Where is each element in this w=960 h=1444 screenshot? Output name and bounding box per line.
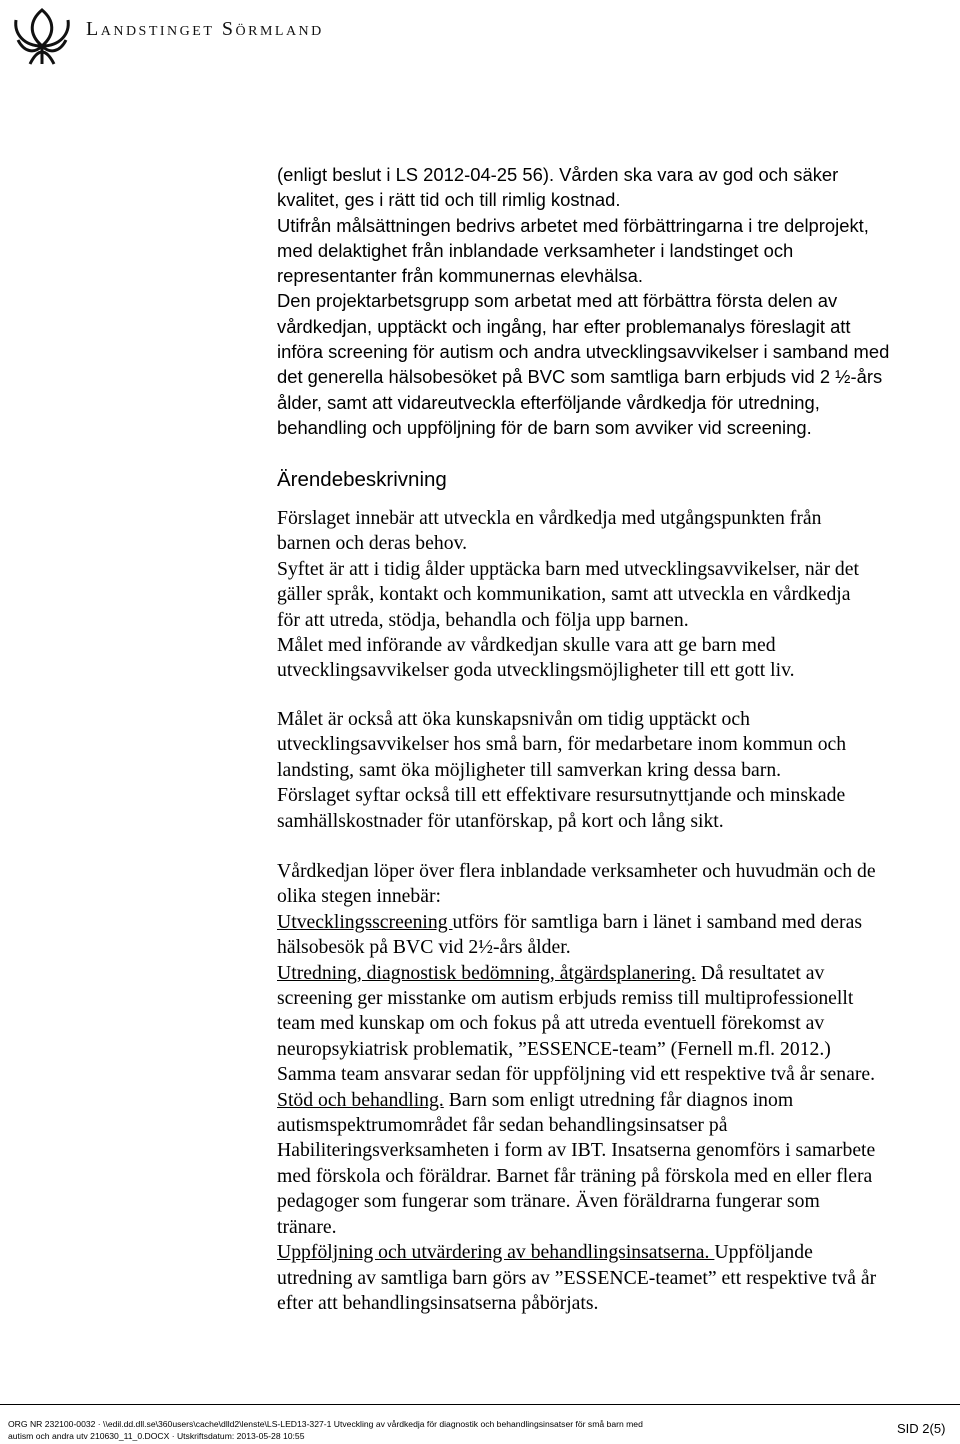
- intro-line: med delaktighet från inblandade verksamheter i landstinget och: [277, 239, 794, 261]
- text-line: efter att behandlingsinsatserna påbörjats.: [277, 1291, 599, 1314]
- text-line: hälsobesök på BVC vid 2½-års ålder.: [277, 936, 571, 959]
- page-number: SID 2(5): [897, 1421, 946, 1436]
- text-line: Målet med införande av vårdkedjan skulle vara att ge barn med: [277, 634, 776, 657]
- intro-text: [277, 162, 957, 440]
- intro-line: Den projektarbetsgrupp som arbetat med att förbättra första delen av: [277, 290, 838, 312]
- step-stod: [277, 1088, 957, 1113]
- text-line: barnen och deras behov.: [277, 532, 468, 555]
- intro-line: ålder, samt att vidareutveckla efterföljande vårdkedja för utredning,: [277, 391, 820, 413]
- step-title-uppfoljning: Uppföljning och utvärdering av behandlingsinsatserna.: [277, 1241, 715, 1264]
- text-line: Habiliteringsverksamheten i form av IBT. Insatserna genomförs i samarbete: [277, 1139, 876, 1162]
- step-text: Barn som enligt utredning får diagnos inom: [443, 1088, 794, 1111]
- text-line: screening ger misstanke om autism erbjuds remiss till multiprofessionellt: [277, 987, 854, 1010]
- text-line: samhällskostnader för utanförskap, på kort och lång sikt.: [277, 809, 724, 832]
- text-line: Förslaget innebär att utveckla en vårdkedja med utgångspunkten från: [277, 507, 822, 529]
- text-line: autismspektrumområdet får sedan behandlingsinsatser på: [277, 1114, 728, 1137]
- step-uppfoljning: [277, 1240, 957, 1265]
- text-line: Samma team ansvarar sedan för uppföljning vid ett respektive två år senare.: [277, 1063, 876, 1086]
- intro-line: kvalitet, ges i rätt tid och till rimlig kostnad.: [277, 189, 621, 211]
- text-line: neuropsykiatrisk problematik, ”ESSENCE-team” (Fernell m.fl. 2012.): [277, 1037, 831, 1060]
- step-screening: [277, 910, 957, 935]
- footer-line-2: autism och andra utv 210630_11_0.DOCX · Utskriftsdatum: 2013-05-28 10:55: [8, 1431, 305, 1441]
- step-title-utredning: Utredning, diagnostisk bedömning, åtgärdsplanering.: [277, 961, 696, 984]
- intro-line: Utifrån målsättningen bedrivs arbetet med förbättringarna i tre delprojekt,: [277, 214, 869, 236]
- text-line: landsting, samt öka möjligheter till samverkan kring dessa barn.: [277, 758, 782, 781]
- text-line: Förslaget syftar också till ett effektivare resursutnyttjande och minskade: [277, 784, 846, 807]
- step-text: utförs för samtliga barn i länet i samband med deras: [452, 910, 862, 933]
- footer-divider: [0, 1404, 960, 1405]
- text-line: utvecklingsavvikelser hos små barn, för medarbetare inom kommun och: [277, 733, 847, 756]
- text-line: Målet är också att öka kunskapsnivån om tidig upptäckt och: [277, 708, 750, 730]
- step-utredning: [277, 961, 957, 986]
- step-title-screening: Utvecklingsscreening: [277, 910, 453, 933]
- section-heading: Ärendebeskrivning: [277, 468, 447, 491]
- footer-metadata: [8, 1418, 768, 1442]
- text-line: Vårdkedjan löper över flera inblandade verksamheter och huvudmän och de: [277, 860, 876, 882]
- intro-line: behandling och uppföljning för de barn som avviker vid screening.: [277, 416, 812, 438]
- landstinget-logo-icon: [10, 6, 74, 66]
- intro-line: vårdkedjan, upptäckt och ingång, har efter problemanalys föreslagit att: [277, 315, 851, 337]
- step-text: Då resultatet av: [695, 961, 825, 984]
- text-line: för att utreda, stödja, behandla och följa upp barnen.: [277, 608, 689, 631]
- description-block-2: [277, 707, 957, 834]
- text-line: team med kunskap om och fokus på att utreda eventuell förekomst av: [277, 1012, 825, 1035]
- step-title-stod: Stöd och behandling.: [277, 1088, 444, 1111]
- text-line: olika stegen innebär:: [277, 885, 442, 908]
- text-line: utvecklingsavvikelser goda utvecklingsmöjligheter till ett gott liv.: [277, 659, 795, 682]
- text-line: Syftet är att i tidig ålder upptäcka barn med utvecklingsavvikelser, när det: [277, 557, 859, 580]
- text-line: med förskola och föräldrar. Barnet får träning på förskola med en eller flera: [277, 1164, 873, 1187]
- intro-line: införa screening för autism och andra utvecklingsavvikelser i samband med: [277, 341, 890, 363]
- care-chain-steps: [277, 859, 957, 1316]
- description-block-1: [277, 506, 957, 684]
- organization-name: Landstinget Sörmland: [86, 18, 324, 40]
- text-line: pedagoger som fungerar som tränare. Även föräldrarna fungerar som: [277, 1190, 820, 1213]
- text-line: tränare.: [277, 1215, 337, 1238]
- intro-line: (enligt beslut i LS 2012-04-25 56). Vården ska vara av god och säker: [277, 164, 839, 185]
- intro-line: det generella hälsobesöket på BVC som samtliga barn erbjuds vid 2 ½-års: [277, 366, 883, 388]
- footer-line-1: ORG NR 232100-0032 · \\edil.dd.dll.se\360users\cache\dlld2\lenste\LS-LED13-327-1 Utveckling av vårdkedja för diagnostik och behandlingsinsatser för små barn med: [8, 1419, 643, 1429]
- text-line: utredning av samtliga barn görs av ”ESSENCE-teamet” ett respektive två år: [277, 1266, 877, 1289]
- step-text: Uppföljande: [714, 1241, 813, 1264]
- intro-line: representanter från kommunernas elevhälsa.: [277, 265, 643, 287]
- text-line: gäller språk, kontakt och kommunikation, samt att utveckla en vårdkedja: [277, 583, 851, 606]
